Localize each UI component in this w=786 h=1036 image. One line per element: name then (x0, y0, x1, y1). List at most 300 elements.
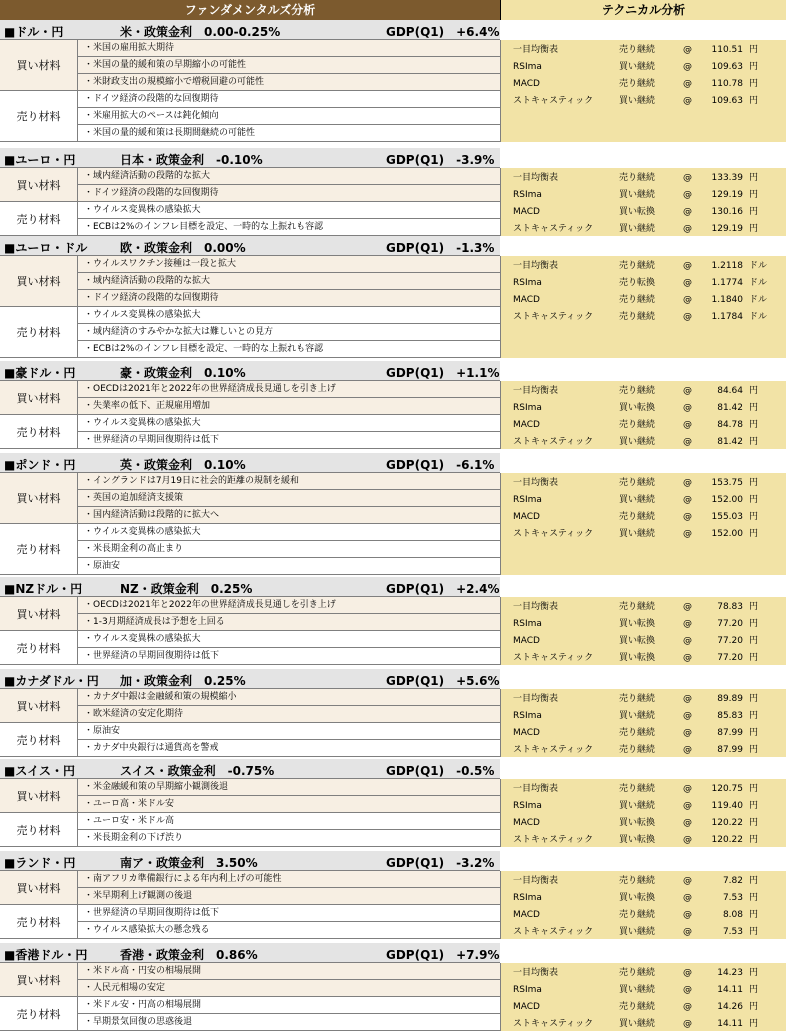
buy-label: 買い材料 (0, 597, 78, 631)
technical-indicator-row (501, 309, 786, 326)
sell-factor-item: ・原油安 (78, 723, 500, 740)
indicator-price: 110.51 (711, 45, 743, 55)
fundamentals-panel (0, 256, 500, 358)
price-unit: 円 (749, 818, 759, 828)
technical-header-spacer (500, 361, 786, 381)
sell-factor-item: ・ECBは2%のインフレ目標を設定、一時的な上振れも容認 (78, 341, 500, 358)
gdp-value: GDP(Q1) -6.1% (386, 458, 495, 472)
sell-factors (0, 415, 500, 449)
sell-factors (0, 723, 500, 757)
at-mark: @ (683, 295, 692, 305)
indicator-signal: 売り継続 (619, 295, 656, 305)
fundamentals-panel (0, 381, 500, 449)
buy-factor-item: ・域内経済活動の段階的な拡大 (78, 273, 500, 290)
indicator-name: MACD (513, 207, 540, 217)
at-mark: @ (683, 190, 692, 200)
technical-header-spacer (500, 236, 786, 256)
buy-factors (0, 256, 500, 307)
indicator-price: 110.78 (711, 79, 743, 89)
at-mark: @ (683, 45, 692, 55)
price-unit: ドル (749, 295, 768, 305)
buy-factor-item: ・イングランドは7月19日に社会的距離の規制を緩和 (78, 473, 500, 490)
technical-panel (500, 871, 786, 939)
indicator-price: 14.23 (717, 968, 743, 978)
indicator-price: 1.2118 (711, 261, 743, 271)
indicator-price: 78.83 (717, 602, 743, 612)
buy-label: 買い材料 (0, 963, 78, 997)
technical-panel (500, 40, 786, 142)
sell-factor-item: ・世界経済の早期回復期待は低下 (78, 648, 500, 665)
technical-header-spacer (500, 851, 786, 871)
technical-indicator-row (501, 59, 786, 76)
fundamentals-panel (0, 473, 500, 575)
policy-rate: NZ・政策金利 0.25% (120, 582, 253, 596)
at-mark: @ (683, 818, 692, 828)
technical-indicator-row (501, 781, 786, 798)
buy-factor-item: ・米金融緩和策の早期縮小観測後退 (78, 779, 500, 796)
buy-factor-item: ・ユーロ高・米ドル安 (78, 796, 500, 813)
indicator-signal: 売り継続 (619, 694, 656, 704)
gdp-value: GDP(Q1) -0.5% (386, 764, 495, 778)
buy-label: 買い材料 (0, 871, 78, 905)
currency-pair-name: ■カナダドル・円 (4, 674, 99, 688)
gdp-value: GDP(Q1) +7.9% (386, 948, 500, 962)
indicator-price: 87.99 (717, 728, 743, 738)
currency-header (0, 577, 500, 597)
at-mark: @ (683, 784, 692, 794)
at-mark: @ (683, 893, 692, 903)
sell-factors (0, 905, 500, 939)
buy-label: 買い材料 (0, 779, 78, 813)
at-mark: @ (683, 512, 692, 522)
sell-factors (0, 202, 500, 236)
indicator-signal: 買い継続 (619, 529, 656, 539)
indicator-name: MACD (513, 910, 540, 920)
technical-panel (500, 256, 786, 358)
gdp-value: GDP(Q1) +2.4% (386, 582, 500, 596)
policy-rate: 米・政策金利 0.00-0.25% (120, 25, 281, 39)
indicator-price: 120.22 (711, 818, 743, 828)
technical-indicator-row (501, 475, 786, 492)
indicator-price: 89.89 (717, 694, 743, 704)
buy-factor-item: ・ウイルスワクチン接種は一段と拡大 (78, 256, 500, 273)
indicator-price: 133.39 (711, 173, 743, 183)
at-mark: @ (683, 62, 692, 72)
price-unit: 円 (749, 173, 759, 183)
indicator-price: 130.16 (711, 207, 743, 217)
indicator-signal: 買い継続 (619, 801, 656, 811)
price-unit: ドル (749, 278, 768, 288)
at-mark: @ (683, 495, 692, 505)
indicator-price: 77.20 (717, 636, 743, 646)
technical-indicator-row (501, 742, 786, 759)
sell-factor-item: ・原油安 (78, 558, 500, 575)
indicator-signal: 売り継続 (619, 45, 656, 55)
technical-header-spacer (500, 20, 786, 40)
indicator-name: ストキャスティック (513, 745, 594, 755)
sell-label: 売り材料 (0, 524, 78, 575)
indicator-name: RSIma (513, 190, 542, 200)
technical-indicator-row (501, 965, 786, 982)
sell-factors (0, 91, 500, 142)
technical-indicator-row (501, 509, 786, 526)
at-mark: @ (683, 386, 692, 396)
indicator-signal: 買い継続 (619, 96, 656, 106)
at-mark: @ (683, 173, 692, 183)
price-unit: 円 (749, 602, 759, 612)
technical-panel (500, 963, 786, 1031)
at-mark: @ (683, 801, 692, 811)
indicator-price: 77.20 (717, 619, 743, 629)
indicator-name: RSIma (513, 62, 542, 72)
buy-label: 買い材料 (0, 473, 78, 524)
sell-factor-item: ・ウイルス感染拡大の懸念残る (78, 922, 500, 939)
indicator-name: 一目均衡表 (513, 694, 559, 704)
indicator-name: ストキャスティック (513, 312, 594, 322)
indicator-name: MACD (513, 512, 540, 522)
sell-factors (0, 813, 500, 847)
sell-factors (0, 524, 500, 575)
buy-factors (0, 381, 500, 415)
buy-factor-item: ・人民元相場の安定 (78, 980, 500, 997)
price-unit: 円 (749, 910, 759, 920)
indicator-price: 81.42 (717, 437, 743, 447)
gdp-value: GDP(Q1) +6.4% (386, 25, 500, 39)
fundamentals-panel (0, 168, 500, 236)
indicator-name: RSIma (513, 278, 542, 288)
buy-factor-item: ・失業率の低下、正規雇用増加 (78, 398, 500, 415)
indicator-name: 一目均衡表 (513, 173, 559, 183)
technical-indicator-row (501, 815, 786, 832)
sell-label: 売り材料 (0, 415, 78, 449)
indicator-signal: 買い継続 (619, 62, 656, 72)
indicator-name: RSIma (513, 619, 542, 629)
indicator-price: 155.03 (711, 512, 743, 522)
at-mark: @ (683, 207, 692, 217)
indicator-name: RSIma (513, 893, 542, 903)
technical-indicator-row (501, 76, 786, 93)
at-mark: @ (683, 745, 692, 755)
sell-factor-item: ・米雇用拡大のペースは鈍化傾向 (78, 108, 500, 125)
indicator-price: 84.78 (717, 420, 743, 430)
indicator-signal: 売り継続 (619, 728, 656, 738)
buy-label: 買い材料 (0, 40, 78, 91)
technical-title: テクニカル分析 (500, 0, 786, 20)
technical-indicator-row (501, 434, 786, 451)
currency-pair-name: ■ユーロ・円 (4, 153, 76, 167)
indicator-signal: 売り継続 (619, 478, 656, 488)
indicator-name: 一目均衡表 (513, 968, 559, 978)
technical-indicator-row (501, 907, 786, 924)
indicator-price: 14.11 (717, 985, 743, 995)
sell-factor-item: ・世界経済の早期回復期待は低下 (78, 905, 500, 922)
indicator-name: RSIma (513, 403, 542, 413)
sell-factor-item: ・世界経済の早期回復期待は低下 (78, 432, 500, 449)
gdp-value: GDP(Q1) +5.6% (386, 674, 500, 688)
technical-indicator-row (501, 599, 786, 616)
indicator-signal: 買い転換 (619, 818, 656, 828)
technical-header-spacer (500, 453, 786, 473)
price-unit: 円 (749, 96, 759, 106)
indicator-price: 7.53 (722, 893, 743, 903)
price-unit: 円 (749, 728, 759, 738)
currency-pair-name: ■スイス・円 (4, 764, 75, 778)
price-unit: 円 (749, 437, 759, 447)
fundamentals-panel (0, 689, 500, 757)
at-mark: @ (683, 529, 692, 539)
buy-factors (0, 168, 500, 202)
technical-header-spacer (500, 148, 786, 168)
policy-rate: 香港・政策金利 0.86% (120, 948, 258, 962)
indicator-signal: 買い転換 (619, 619, 656, 629)
indicator-price: 109.63 (711, 96, 743, 106)
technical-indicator-row (501, 999, 786, 1016)
sell-label: 売り材料 (0, 202, 78, 236)
at-mark: @ (683, 278, 692, 288)
policy-rate: 英・政策金利 0.10% (120, 458, 246, 472)
buy-factor-item: ・米ドル高・円安の相場展開 (78, 963, 500, 980)
at-mark: @ (683, 79, 692, 89)
indicator-price: 77.20 (717, 653, 743, 663)
currency-header (0, 851, 500, 871)
buy-factor-item: ・国内経済活動は段階的に拡大へ (78, 507, 500, 524)
buy-label: 買い材料 (0, 689, 78, 723)
at-mark: @ (683, 636, 692, 646)
price-unit: 円 (749, 403, 759, 413)
technical-panel (500, 168, 786, 236)
indicator-signal: 売り継続 (619, 784, 656, 794)
technical-panel (500, 473, 786, 575)
price-unit: 円 (749, 985, 759, 995)
sell-factor-item: ・ウイルス変異株の感染拡大 (78, 631, 500, 648)
technical-indicator-row (501, 204, 786, 221)
price-unit: 円 (749, 636, 759, 646)
at-mark: @ (683, 437, 692, 447)
buy-factor-item: ・ドイツ経済の段階的な回復期待 (78, 185, 500, 202)
sell-label: 売り材料 (0, 905, 78, 939)
at-mark: @ (683, 728, 692, 738)
sell-factor-item: ・米ドル安・円高の相場展開 (78, 997, 500, 1014)
at-mark: @ (683, 420, 692, 430)
technical-indicator-row (501, 650, 786, 667)
indicator-name: MACD (513, 636, 540, 646)
technical-panel (500, 381, 786, 449)
at-mark: @ (683, 403, 692, 413)
price-unit: 円 (749, 386, 759, 396)
buy-factor-item: ・域内経済活動の段階的な拡大 (78, 168, 500, 185)
at-mark: @ (683, 835, 692, 845)
indicator-signal: 買い継続 (619, 1019, 656, 1029)
indicator-signal: 買い転換 (619, 636, 656, 646)
indicator-name: 一目均衡表 (513, 876, 559, 886)
indicator-price: 120.22 (711, 835, 743, 845)
currency-pair-name: ■ドル・円 (4, 25, 64, 39)
indicator-price: 84.64 (717, 386, 743, 396)
currency-header (0, 759, 500, 779)
technical-header-spacer (500, 669, 786, 689)
fundamentals-panel (0, 963, 500, 1031)
price-unit: 円 (749, 79, 759, 89)
indicator-name: RSIma (513, 801, 542, 811)
price-unit: 円 (749, 1002, 759, 1012)
indicator-price: 129.19 (711, 224, 743, 234)
technical-indicator-row (501, 725, 786, 742)
sell-factor-item: ・カナダ中央銀行は通貨高を警戒 (78, 740, 500, 757)
gdp-value: GDP(Q1) +1.1% (386, 366, 500, 380)
buy-factors (0, 779, 500, 813)
fundamentals-panel (0, 779, 500, 847)
currency-header (0, 669, 500, 689)
buy-label: 買い材料 (0, 168, 78, 202)
gdp-value: GDP(Q1) -3.9% (386, 153, 495, 167)
indicator-signal: 買い継続 (619, 711, 656, 721)
buy-factors (0, 473, 500, 524)
currency-pair-name: ■ポンド・円 (4, 458, 76, 472)
currency-header (0, 943, 500, 963)
indicator-name: 一目均衡表 (513, 386, 559, 396)
indicator-name: MACD (513, 420, 540, 430)
policy-rate: 欧・政策金利 0.00% (120, 241, 246, 255)
buy-factor-item: ・ドイツ経済の段階的な回復期待 (78, 290, 500, 307)
price-unit: 円 (749, 835, 759, 845)
indicator-signal: 売り継続 (619, 876, 656, 886)
indicator-price: 129.19 (711, 190, 743, 200)
price-unit: 円 (749, 45, 759, 55)
indicator-price: 119.40 (711, 801, 743, 811)
indicator-signal: 売り継続 (619, 910, 656, 920)
indicator-signal: 買い転換 (619, 207, 656, 217)
buy-factor-item: ・米国の量的緩和策の早期縮小の可能性 (78, 57, 500, 74)
indicator-signal: 売り継続 (619, 312, 656, 322)
sell-factor-item: ・早期景気回復の思惑後退 (78, 1014, 500, 1031)
price-unit: 円 (749, 968, 759, 978)
buy-factor-item: ・OECDは2021年と2022年の世界経済成長見通しを引き上げ (78, 597, 500, 614)
price-unit: 円 (749, 224, 759, 234)
indicator-name: MACD (513, 1002, 540, 1012)
indicator-name: 一目均衡表 (513, 478, 559, 488)
price-unit: 円 (749, 420, 759, 430)
policy-rate: 南ア・政策金利 3.50% (120, 856, 258, 870)
indicator-signal: 買い転換 (619, 403, 656, 413)
buy-factor-item: ・カナダ中銀は金融緩和策の規模縮小 (78, 689, 500, 706)
indicator-signal: 売り継続 (619, 420, 656, 430)
buy-factor-item: ・OECDは2021年と2022年の世界経済成長見通しを引き上げ (78, 381, 500, 398)
indicator-price: 1.1774 (711, 278, 743, 288)
indicator-signal: 売り継続 (619, 261, 656, 271)
indicator-signal: 買い継続 (619, 190, 656, 200)
at-mark: @ (683, 602, 692, 612)
policy-rate: 日本・政策金利 -0.10% (120, 153, 263, 167)
indicator-name: ストキャスティック (513, 96, 594, 106)
technical-indicator-row (501, 400, 786, 417)
policy-rate: 豪・政策金利 0.10% (120, 366, 246, 380)
indicator-name: ストキャスティック (513, 1019, 594, 1029)
at-mark: @ (683, 927, 692, 937)
buy-label: 買い材料 (0, 256, 78, 307)
sell-factor-item: ・米長期金利の下げ渋り (78, 830, 500, 847)
indicator-name: MACD (513, 79, 540, 89)
buy-factors (0, 871, 500, 905)
policy-rate: スイス・政策金利 -0.75% (120, 764, 275, 778)
buy-factor-item: ・米国の雇用拡大期待 (78, 40, 500, 57)
indicator-signal: 買い転換 (619, 653, 656, 663)
indicator-name: RSIma (513, 495, 542, 505)
price-unit: 円 (749, 190, 759, 200)
indicator-name: ストキャスティック (513, 653, 594, 663)
at-mark: @ (683, 478, 692, 488)
price-unit: 円 (749, 619, 759, 629)
sell-factor-item: ・ウイルス変異株の感染拡大 (78, 415, 500, 432)
buy-factors (0, 597, 500, 631)
policy-rate: 加・政策金利 0.25% (120, 674, 246, 688)
gdp-value: GDP(Q1) -3.2% (386, 856, 495, 870)
technical-indicator-row (501, 873, 786, 890)
indicator-name: MACD (513, 818, 540, 828)
currency-header (0, 361, 500, 381)
price-unit: 円 (749, 653, 759, 663)
price-unit: 円 (749, 512, 759, 522)
sell-label: 売り材料 (0, 307, 78, 358)
currency-pair-name: ■豪ドル・円 (4, 366, 76, 380)
sell-factor-item: ・米国の量的緩和策は長期間継続の可能性 (78, 125, 500, 142)
currency-header (0, 453, 500, 473)
buy-factors (0, 40, 500, 91)
buy-factors (0, 689, 500, 723)
sell-label: 売り材料 (0, 813, 78, 847)
buy-factor-item: ・欧米経済の安定化期待 (78, 706, 500, 723)
technical-panel (500, 597, 786, 665)
indicator-signal: 売り継続 (619, 1002, 656, 1012)
technical-indicator-row (501, 187, 786, 204)
indicator-signal: 売り継続 (619, 173, 656, 183)
technical-indicator-row (501, 42, 786, 59)
currency-header (0, 148, 500, 168)
indicator-price: 8.08 (722, 910, 743, 920)
price-unit: 円 (749, 745, 759, 755)
price-unit: 円 (749, 801, 759, 811)
sell-factor-item: ・米長期金利の高止まり (78, 541, 500, 558)
indicator-price: 14.26 (717, 1002, 743, 1012)
technical-indicator-row (501, 1016, 786, 1033)
price-unit: ドル (749, 312, 768, 322)
technical-indicator-row (501, 526, 786, 543)
at-mark: @ (683, 1019, 692, 1029)
indicator-signal: 売り継続 (619, 968, 656, 978)
technical-indicator-row (501, 292, 786, 309)
gdp-value: GDP(Q1) -1.3% (386, 241, 495, 255)
at-mark: @ (683, 261, 692, 271)
technical-panel (500, 689, 786, 757)
currency-header (0, 236, 500, 256)
indicator-name: MACD (513, 728, 540, 738)
at-mark: @ (683, 694, 692, 704)
indicator-signal: 売り転換 (619, 278, 656, 288)
technical-indicator-row (501, 93, 786, 110)
fundamentals-panel (0, 40, 500, 142)
sell-factor-item: ・ドイツ経済の段階的な回復期待 (78, 91, 500, 108)
indicator-name: 一目均衡表 (513, 261, 559, 271)
currency-pair-name: ■ランド・円 (4, 856, 76, 870)
indicator-name: RSIma (513, 985, 542, 995)
sell-factor-item: ・ウイルス変異株の感染拡大 (78, 524, 500, 541)
indicator-name: ストキャスティック (513, 437, 594, 447)
technical-indicator-row (501, 616, 786, 633)
indicator-name: ストキャスティック (513, 529, 594, 539)
at-mark: @ (683, 910, 692, 920)
sell-factor-item: ・ECBは2%のインフレ目標を設定、一時的な上振れも容認 (78, 219, 500, 236)
price-unit: 円 (749, 478, 759, 488)
price-unit: 円 (749, 784, 759, 794)
